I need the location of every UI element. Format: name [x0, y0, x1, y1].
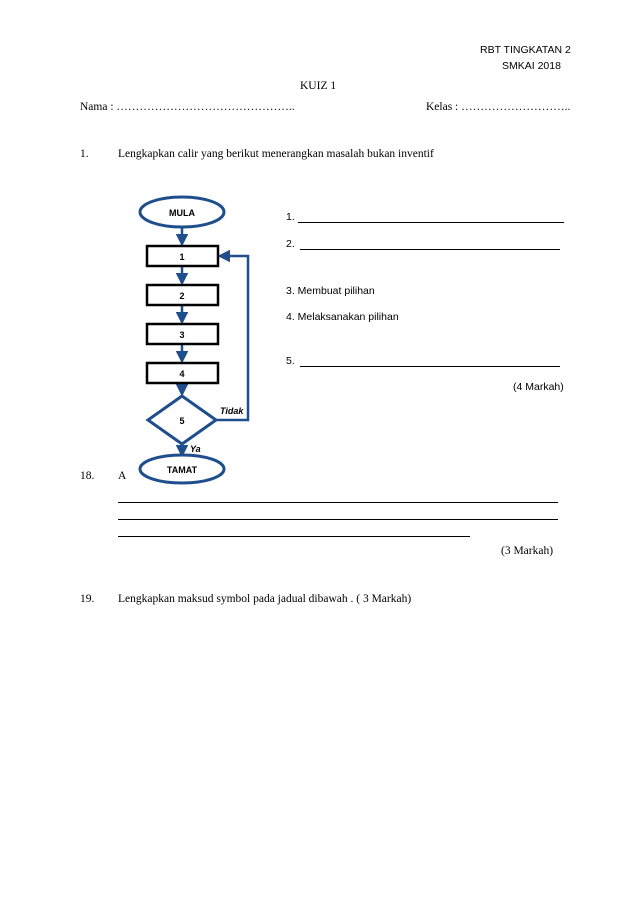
class-label: Kelas : [426, 101, 462, 113]
flowchart-step-3-label: 3 [179, 330, 185, 340]
q19-number: 19. [80, 593, 95, 605]
class-dots[interactable]: ……………………….. [461, 101, 571, 113]
q1-answer-1-label: 1. [286, 211, 295, 223]
q18-number: 18. [80, 470, 95, 482]
q18-answer-line-3[interactable] [118, 536, 470, 537]
q1-text: Lengkapkan calir yang berikut menerangkan masalah bukan inventif [118, 148, 434, 160]
header-line-2: SMKAI 2018 [502, 60, 561, 72]
q1-number: 1. [80, 148, 89, 160]
q1-answer-5-label: 5. [286, 355, 295, 367]
flowchart-decision-label: 5 [179, 416, 185, 426]
flowchart-step-1-label: 1 [179, 252, 185, 262]
header-line-1: RBT TINGKATAN 2 [480, 44, 571, 56]
flowchart-step-4-label: 4 [179, 369, 185, 379]
q18-text: A [118, 470, 127, 482]
flowchart-yes-label: Ya [190, 444, 201, 454]
q1-answer-3-label: 3. Membuat pilihan [286, 285, 375, 297]
q1-answer-4-label: 4. Melaksanakan pilihan [286, 311, 399, 323]
q1-answer-2-label: 2. [286, 238, 295, 250]
q19-text: Lengkapkan maksud symbol pada jadual dibawah . ( 3 Markah) [118, 593, 412, 605]
quiz-title: KUIZ 1 [300, 80, 337, 92]
name-label: Nama : [80, 101, 117, 113]
flowchart-no-label: Tidak [220, 406, 244, 416]
name-dots[interactable]: ……………………………………….. [116, 101, 295, 113]
flowchart-step-2-label: 2 [179, 291, 185, 301]
flowchart-start-label: MULA [169, 208, 195, 218]
q18-answer-line-2[interactable] [118, 519, 558, 520]
flowchart-end-label: TAMAT [166, 465, 198, 475]
q18-answer-line-1[interactable] [118, 502, 558, 503]
q1-marks: (4 Markah) [513, 381, 564, 393]
q18-marks: (3 Markah) [501, 545, 554, 557]
